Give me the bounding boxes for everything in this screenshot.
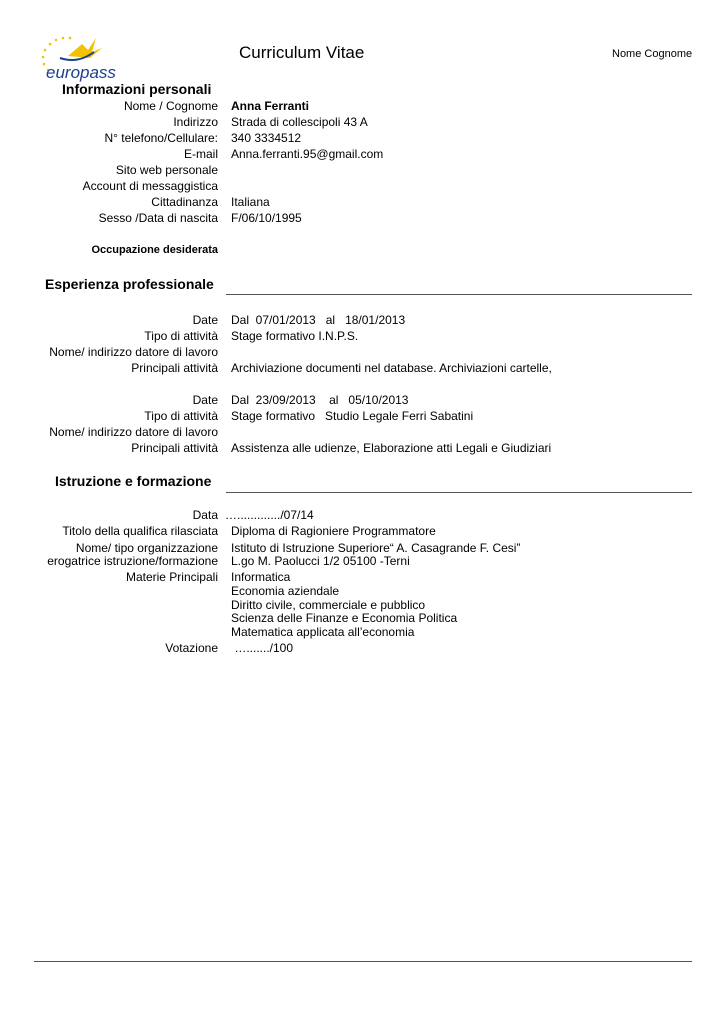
label-grade: Votazione — [165, 641, 218, 655]
value-grade: …......./100 — [231, 641, 294, 655]
label-main-activities: Principali attività — [131, 441, 218, 455]
label-sex-birthdate: Sesso /Data di nascita — [98, 211, 218, 225]
value-date: Dal 07/01/2013 al 18/01/2013 — [231, 313, 406, 327]
value-activity-type: Stage formativo I.N.P.S. — [231, 329, 359, 343]
label-date: Date — [192, 393, 218, 407]
label-employer: Nome/ indirizzo datore di lavoro — [49, 425, 218, 439]
europass-logo — [38, 34, 130, 84]
value-name: Anna Ferranti — [231, 99, 310, 113]
document-title: Curriculum Vitae — [239, 43, 365, 62]
value-email: Anna.ferranti.95@gmail.com — [231, 147, 384, 161]
label-employer: Nome/ indirizzo datore di lavoro — [49, 345, 218, 359]
section-heading-personal: Informazioni personali — [62, 81, 212, 97]
value-citizenship: Italiana — [231, 195, 270, 209]
header-name: Nome Cognome — [612, 48, 693, 60]
value-subject: Scienza delle Finanze e Economia Politica — [231, 611, 458, 625]
label-main-activities: Principali attività — [131, 361, 218, 375]
label-messaging: Account di messaggistica — [82, 179, 218, 193]
label-phone: N° telefono/Cellulare: — [104, 131, 218, 145]
value-subject: Informatica — [231, 570, 291, 584]
label-email: E-mail — [183, 147, 218, 161]
label-organization-cont: erogatrice istruzione/formazione — [47, 554, 218, 568]
section-heading-education: Istruzione e formazione — [55, 473, 212, 489]
logo-text: europass — [46, 63, 116, 82]
value-qualification: Diploma di Ragioniere Programmatore — [231, 524, 436, 538]
section-divider-experience — [226, 294, 692, 295]
section-heading-experience: Esperienza professionale — [45, 276, 214, 292]
label-subjects: Materie Principali — [125, 570, 218, 584]
value-organization-address: L.go M. Paolucci 1/2 05100 -Terni — [231, 554, 410, 568]
label-qualification: Titolo della qualifica rilasciata — [62, 524, 218, 538]
value-address: Strada di collescipoli 43 A — [231, 115, 368, 129]
label-activity-type: Tipo di attività — [144, 329, 218, 343]
label-desired-occupation: Occupazione desiderata — [91, 244, 218, 256]
footer-divider — [34, 961, 692, 962]
value-subject: Economia aziendale — [231, 584, 340, 598]
label-date: Date — [192, 313, 218, 327]
value-subject: Matematica applicata all’economia — [231, 625, 415, 639]
label-activity-type: Tipo di attività — [144, 409, 218, 423]
label-website: Sito web personale — [115, 163, 218, 177]
label-address: Indirizzo — [173, 115, 218, 129]
value-organization: Istituto di Istruzione Superiore“ A. Casagrande F. Cesi” — [231, 541, 521, 555]
value-activity-type: Stage formativo Studio Legale Ferri Sabatini — [231, 409, 474, 423]
value-phone: 340 3334512 — [231, 131, 302, 145]
value-main-activities: Archiviazione documenti nel database. Archiviazioni cartelle, — [231, 361, 552, 375]
value-edu-date: …............./07/14 — [225, 508, 314, 522]
value-main-activities: Assistenza alle udienze, Elaborazione atti Legali e Giudiziari — [231, 441, 552, 455]
value-sex-birthdate: F/06/10/1995 — [231, 211, 302, 225]
value-subject: Diritto civile, commerciale e pubblico — [231, 598, 426, 612]
section-divider-education — [226, 492, 692, 493]
label-citizenship: Cittadinanza — [151, 195, 218, 209]
value-date: Dal 23/09/2013 al 05/10/2013 — [231, 393, 409, 407]
label-edu-date: Data — [192, 508, 218, 522]
label-name: Nome / Cognome — [123, 99, 218, 113]
label-organization: Nome/ tipo organizzazione — [75, 541, 218, 555]
